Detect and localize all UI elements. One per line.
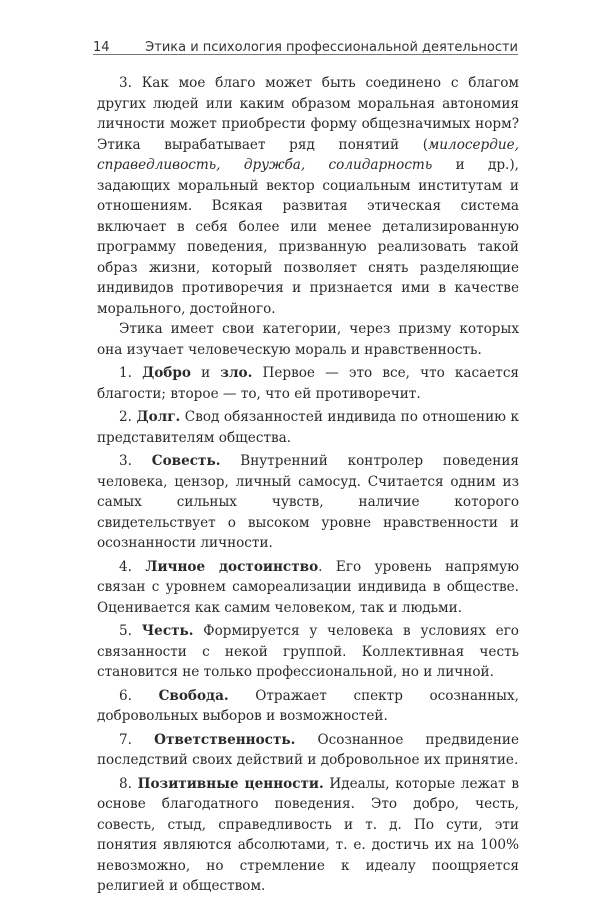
item-term: Личное достоинство	[145, 558, 319, 575]
category-item-3	[97, 451, 519, 554]
item-text: Свод обязанностей индивида по отношению к представителям общества.	[97, 409, 520, 446]
category-item-7	[97, 730, 519, 771]
item-number: 5.	[119, 623, 142, 639]
page-number: 14	[93, 40, 110, 55]
category-item-5	[97, 621, 519, 683]
item-text: Первое — это все, что касается благости; второе — то, что ей противоречит.	[97, 365, 520, 402]
running-title: Этика и психология профессиональной деятельности	[145, 40, 518, 55]
item-conjunction: и	[190, 365, 221, 381]
item-term: Совесть.	[151, 453, 221, 469]
page-header	[93, 34, 518, 55]
item-term: Позитивные ценности.	[137, 775, 324, 792]
item-number: 1.	[119, 365, 143, 381]
paragraph-3-text-b: и др.), задающих моральный вектор социальным институтам и отношениям. Всякая развитая этическая система включает в себя более или менее детализированную программу поведения, призванную реализовать такой образ жизни, который позволяет снять разделяющие индивидов противоречия и признается ими в качестве морального, достойного.	[97, 157, 519, 317]
item-term: Честь.	[141, 623, 194, 639]
item-term: Свобода.	[158, 687, 229, 704]
item-number: 2.	[119, 409, 137, 425]
item-number: 4.	[119, 558, 146, 575]
paragraph-3-italic: милосердие, справедливость, дружба, солидарность	[97, 136, 519, 173]
category-item-6	[97, 686, 519, 727]
item-term: Ответственность.	[154, 731, 296, 748]
item-term: Добро	[142, 365, 191, 381]
item-number: 7.	[119, 731, 155, 748]
category-item-8	[97, 774, 519, 897]
paragraph-3-text-a: 3. Как мое благо может быть соединено с благом других людей или каким образом моральная автономия личности может приобрести форму общезначимых норм? Этика вырабатывает ряд понятий (	[97, 75, 519, 153]
item-number: 8.	[119, 775, 138, 792]
item-term: зло.	[220, 365, 253, 381]
paragraph-intro: Этика имеет свои категории, через призму которых она изучает человеческую мораль и нравственность.	[97, 321, 519, 358]
item-term: Долг.	[136, 409, 181, 425]
item-text: Осознанное предвидение последствий своих действий и добровольное их принятие.	[97, 731, 520, 768]
category-item-1	[97, 363, 519, 404]
item-text: Отражает спектр осознанных, добровольных выборов и возможностей.	[97, 687, 519, 724]
item-text: Идеалы, которые лежат в основе благодатного поведения. Это добро, честь, совесть, стыд, справедливость и т. д. По сути, эти понятия являются абсолютами, т. е. достичь их на 100% невозможно, но стремление к идеалу поощряется религией и обществом.	[97, 775, 519, 894]
item-text: Формируется у человека в условиях его связанности с некой группой. Коллективная честь становится не только профессиональной, но и личной.	[97, 623, 519, 680]
item-text: Внутренний контролер поведения человека, цензор, личный самосуд. Считается одним из самых сильных чувств, наличие которого свидетельствует о высоком уровне нравственности и осознанности личности.	[97, 453, 519, 551]
category-item-4	[97, 557, 519, 619]
item-number: 3.	[119, 453, 152, 469]
item-text: . Его уровень напрямую связан с уровнем самореализации индивида в обществе. Оценивается как самим человеком, так и людьми.	[97, 558, 519, 616]
item-number: 6.	[119, 687, 159, 704]
paragraph-3	[97, 73, 519, 319]
body-text	[97, 73, 519, 900]
category-item-2	[97, 407, 519, 448]
